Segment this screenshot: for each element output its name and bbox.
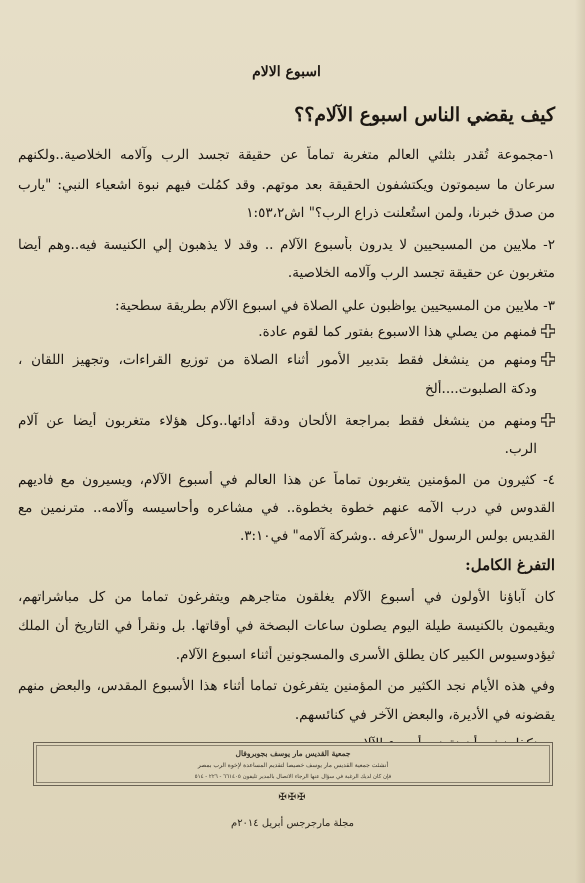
paragraph-line: ٣- ملايين من المسيحيين يواظبون علي الصلاة في اسبوع الآلام بطريقة سطحية:	[115, 298, 555, 314]
sponsor-notice-inner-border	[36, 745, 550, 783]
bullet-continuation: ودكة الصلبوت....ألخ	[424, 381, 537, 397]
paragraph-line: متغربون عن حقيقة تجسد الرب وآلامه الخلاصية.	[287, 265, 555, 281]
bullet-item	[18, 323, 555, 341]
bullet-item	[18, 351, 555, 369]
page-footer: مجلة مارجرجس أبريل ٢٠١٤م	[230, 818, 354, 829]
coptic-cross-icon	[541, 352, 555, 366]
bullet-item	[18, 412, 555, 430]
paragraph-line: ويقيمون بالكنيسة طيلة اليوم يصلون ساعات البصخة في أوقاتها. بل ونقرأ في التاريخ أن الملك	[18, 618, 555, 634]
bullet-continuation: الرب.	[504, 441, 537, 457]
coptic-cross-icon	[541, 324, 555, 338]
paragraph-line: القديس بولس الرسول "لأعرفه ..وشركة آلامه" في٣:١٠.	[239, 528, 555, 544]
coptic-cross-icon	[541, 413, 555, 427]
sponsor-notice-title: جمعية القديس مار يوسف بجوبروفال	[235, 749, 351, 758]
decorative-crosses: ✠✠✠	[278, 792, 307, 803]
section-heading: التفرغ الكامل:	[465, 556, 555, 574]
bullet-text: فمنهم من يصلي هذا الاسبوع بفتور كما لقوم عادة.	[258, 324, 537, 340]
bullet-text: ومنهم من ينشغل فقط بتدبير الأمور أثناء الصلاة من توزيع القراءات، وتجهيز اللقان ،	[18, 352, 537, 368]
paragraph-line: وفي هذه الأيام نجد الكثير من المؤمنين يتفرغون تماما أثناء هذا الأسبوع المقدس، والبعض منهم	[18, 678, 555, 694]
page-header-title: اسبوع الالام	[252, 64, 321, 80]
article-heading: كيف يقضي الناس اسبوع الآلام؟؟	[294, 104, 555, 126]
paragraph-line: القدوس في درب الآمه عنهم خطوة بخطوة.. في مشاعره وأحاسيسه وآلامه.. مترنمين مع	[18, 500, 555, 516]
bullet-text: ومنهم من ينشغل فقط بمراجعة الألحان ودقة أدائها..وكل هؤلاء متغربون أيضا عن آلام	[18, 413, 537, 429]
paragraph-line: ٢- ملايين من المسيحيين لا يدرون بأسبوع الآلام .. وقد لا يذهبون إلي الكنيسة فيه..وهم أيضا	[18, 237, 555, 253]
paragraph-line: سرعان ما سيموتون ويكتشفون الحقيقة بعد موتهم. وقد كمُلت فيهم نبوة اشعياء النبي: "يارب	[18, 177, 555, 193]
paragraph-line: كان آباؤنا الأولون في أسبوع الآلام يغلقون متاجرهم ويتفرغون تماما من كل مباشراتهم،	[18, 589, 555, 605]
paragraph-line: من صدق خبرنا، ولمن استُعلنت ذراع الرب؟" اش١:٥٣،٢	[246, 205, 555, 221]
paragraph-line: ثيؤدوسيوس الكبير كان يطلق الأسرى والمسجونين أثناء اسبوع الآلام.	[175, 647, 555, 663]
paragraph-line: ١-مجموعة تُقدر بثلثي العالم متغربة تماماً عن حقيقة تجسد الرب وآلامه الخلاصية..ولكنهم	[18, 147, 555, 163]
paragraph-line: ٤- كثيرون من المؤمنين يتغربون تماماً عن هذا العالم في أسبوع الآلام، ويسيرون مع فاديهم	[18, 472, 555, 488]
paragraph-line: يقضونه في الأديرة، والبعض الآخر في كنائسهم.	[294, 707, 555, 723]
page-fold-shadow	[575, 0, 585, 883]
sponsor-notice-contact: فإن كان لديك الرغبة في سؤال عنها الرجاء الاتصال بالمدير تليفون ٦٦١٤٠٥ - ٢٢٦ - ٥١٤	[194, 774, 392, 780]
sponsor-notice-box	[33, 742, 553, 786]
sponsor-notice-text: أنشئت جمعية القديس مار يوسف خصيصا لتقديم المساعدة لإخوة الرب بمصر	[197, 762, 389, 769]
